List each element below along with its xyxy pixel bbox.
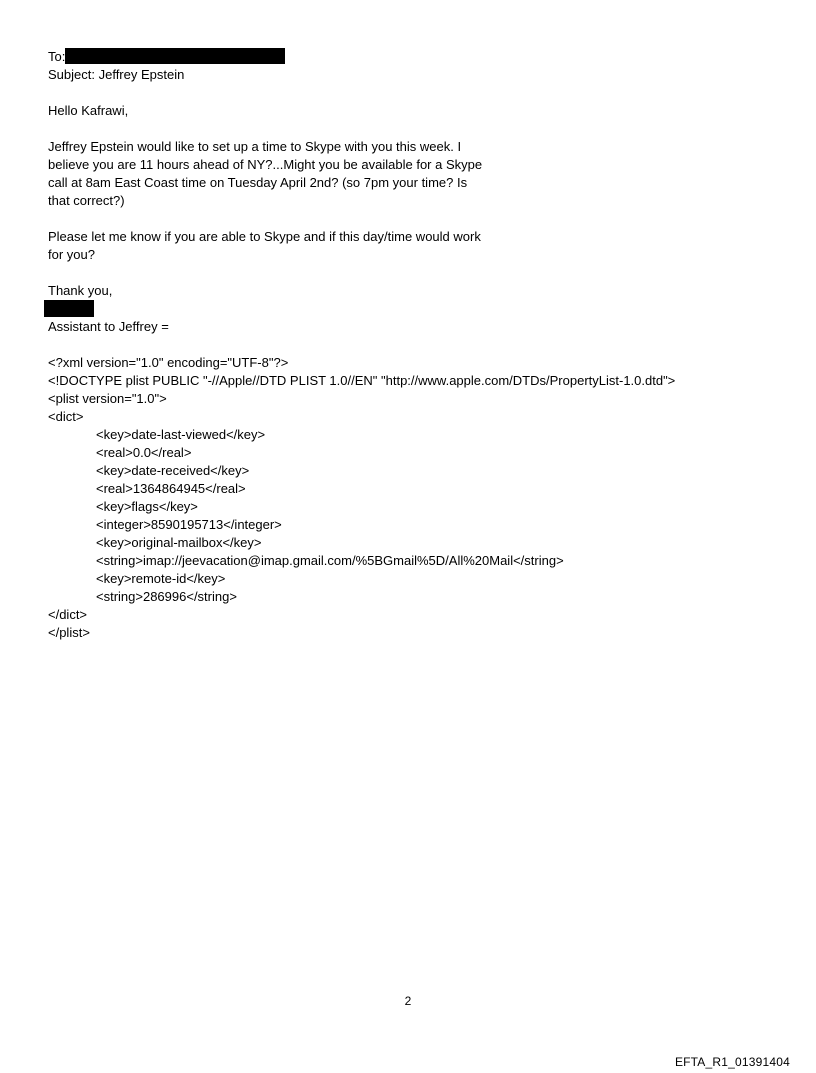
plist-close-tag: </plist> [48, 625, 90, 640]
plist-xml-declaration: <?xml version="1.0" encoding="UTF-8"?> [48, 355, 289, 370]
bates-number: EFTA_R1_01391404 [674, 1055, 790, 1069]
body-line: call at 8am East Coast time on Tuesday April 2nd? (so 7pm your time? Is [48, 175, 468, 190]
greeting: Hello Kafrawi, [48, 103, 129, 118]
to-label: To: [48, 49, 66, 64]
spacer [48, 336, 778, 354]
spacer [48, 84, 778, 102]
request-line: Please let me know if you are able to Skype and if this day/time would work [48, 229, 481, 244]
plist-entry: <real>0.0</real> [96, 445, 192, 460]
plist-entry: <key>flags</key> [96, 499, 198, 514]
signature-title: Assistant to Jeffrey = [48, 319, 169, 334]
spacer [48, 264, 778, 282]
plist-entry: <key>remote-id</key> [96, 571, 226, 586]
plist-entry: <string>286996</string> [96, 589, 237, 604]
spacer [48, 210, 778, 228]
redacted-recipient [65, 48, 285, 64]
plist-entry: <string>imap://jeevacation@imap.gmail.com/%5BGmail%5D/All%20Mail</string> [96, 553, 564, 568]
plist-entry: <key>date-last-viewed</key> [96, 427, 266, 442]
page-number: 2 [404, 994, 412, 1008]
plist-entry: <key>date-received</key> [96, 463, 250, 478]
signature-name-line [48, 300, 778, 318]
to-line [48, 48, 778, 66]
redacted-signature [44, 300, 94, 317]
subject-line: Subject: Jeffrey Epstein [48, 67, 185, 82]
dict-close-tag: </dict> [48, 607, 88, 622]
body-line: Jeffrey Epstein would like to set up a time to Skype with you this week. I [48, 139, 462, 154]
spacer [48, 120, 778, 138]
body-line: believe you are 11 hours ahead of NY?...Might you be available for a Skype [48, 157, 483, 172]
plist-entry: <real>1364864945</real> [96, 481, 246, 496]
closing: Thank you, [48, 283, 113, 298]
plist-entry: <integer>8590195713</integer> [96, 517, 282, 532]
plist-doctype: <!DOCTYPE plist PUBLIC "-//Apple//DTD PLIST 1.0//EN" "http://www.apple.com/DTDs/PropertyList-1.0.dtd"> [48, 373, 676, 388]
body-line: that correct?) [48, 193, 125, 208]
plist-entry: <key>original-mailbox</key> [96, 535, 262, 550]
request-line: for you? [48, 247, 95, 262]
dict-open-tag: <dict> [48, 409, 84, 424]
plist-open-tag: <plist version="1.0"> [48, 391, 167, 406]
email-document [48, 48, 778, 642]
